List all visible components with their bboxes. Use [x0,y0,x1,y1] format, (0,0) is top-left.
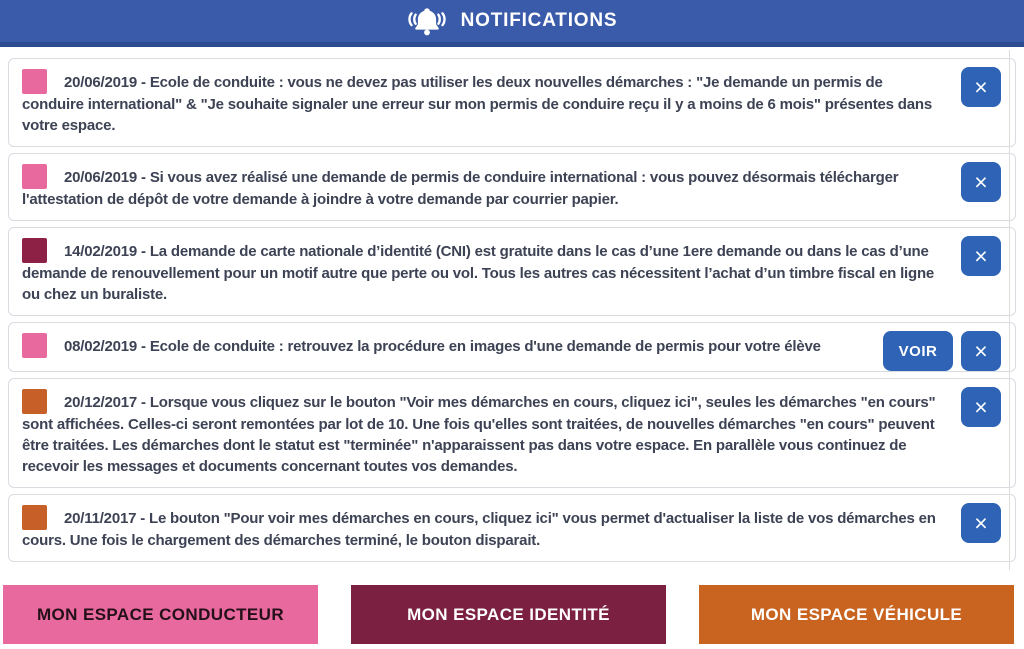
notification-text [22,505,947,551]
notification-color-square [22,164,47,189]
notifications-header [0,0,1024,47]
container-edge-line [1009,50,1010,570]
notification-date: 20/06/2019 [64,169,138,186]
notification-text [22,238,947,305]
separator: - [137,394,150,411]
close-button[interactable] [961,503,1001,543]
close-button[interactable] [961,331,1001,371]
separator: - [137,338,150,355]
notification-card-1 [8,58,1016,147]
notification-message: Le bouton "Pour voir mes démarches en cours, cliquez ici" vous permet d'actualiser la liste de vos démarches en cours. Une fois le chargement des démarches terminé, le bouton disparait. [22,510,936,549]
notification-card-5 [8,378,1016,488]
notification-card-6 [8,494,1016,562]
espace-buttons-row [0,585,1024,644]
close-icon: × [974,73,988,100]
notification-date: 20/12/2017 [64,394,138,411]
close-button[interactable] [961,67,1001,107]
mon-espace-identite-button[interactable]: MON ESPACE IDENTITÉ [351,585,666,644]
notification-color-square [22,238,47,263]
close-icon: × [974,509,988,536]
separator: - [137,169,150,186]
notification-message: Ecole de conduite : vous ne devez pas utiliser les deux nouvelles démarches : "Je demande un permis de conduire international" & "Je souhaite signaler une erreur sur mon permis de conduire reçu il y a moins de 6 mois" présentes dans votre espace. [22,74,932,134]
notification-date: 08/02/2019 [64,338,138,355]
close-icon: × [974,242,988,269]
notification-text [22,389,947,477]
notification-message: Si vous avez réalisé une demande de permis de conduire international : vous pouvez désormais télécharger l'attestation de dépôt de votre demande à joindre à votre demande par courrier papier. [22,169,899,208]
separator: - [137,74,150,91]
close-icon: × [974,168,988,195]
notification-date: 14/02/2019 [64,243,138,260]
mon-espace-vehicule-button[interactable]: MON ESPACE VÉHICULE [699,585,1014,644]
close-icon: × [974,337,988,364]
notification-card-2 [8,153,1016,221]
close-button[interactable] [961,387,1001,427]
separator: - [136,510,149,527]
notification-color-square [22,505,47,530]
notification-date: 20/11/2017 [64,510,137,527]
close-button[interactable] [961,162,1001,202]
separator: - [137,243,150,260]
notification-color-square [22,69,47,94]
notification-message: La demande de carte nationale d’identité (CNI) est gratuite dans le cas d’une 1ere demande ou dans le cas d’une demande de renouvellement pour un motif autre que perte ou vol. Tous les autres cas nécessitent l’achat d’un timbre fiscal en ligne ou chez un buraliste. [22,243,935,303]
page-title: NOTIFICATIONS [460,10,618,31]
notification-color-square [22,389,47,414]
bell-icon [407,6,447,37]
notification-list [8,58,1016,562]
notification-card-4 [8,322,1016,372]
voir-button[interactable]: VOIR [883,331,953,371]
close-icon: × [974,393,988,420]
notification-card-3 [8,227,1016,316]
notification-text [22,164,947,210]
notification-date: 20/06/2019 [64,74,138,91]
mon-espace-conducteur-button[interactable]: MON ESPACE CONDUCTEUR [3,585,318,644]
notification-text [22,69,947,136]
notification-message: Ecole de conduite : retrouvez la procédure en images d'une demande de permis pour votre élève [149,338,821,355]
notification-color-square [22,333,47,358]
notification-text [22,333,947,358]
close-button[interactable] [961,236,1001,276]
notification-message: Lorsque vous cliquez sur le bouton "Voir mes démarches en cours, cliquez ici", seules les démarches "en cours" sont affichées. Celles-ci seront remontées par lot de 10. Une fois qu'elles sont traitées, de nouvelles démarches "en cours" peuvent être traitées. Les démarches dont le statut est "terminée" n'apparaissent pas dans votre espace. En parallèle vous continuez de recevoir les messages et documents concernant toutes vos demandes. [22,394,936,475]
